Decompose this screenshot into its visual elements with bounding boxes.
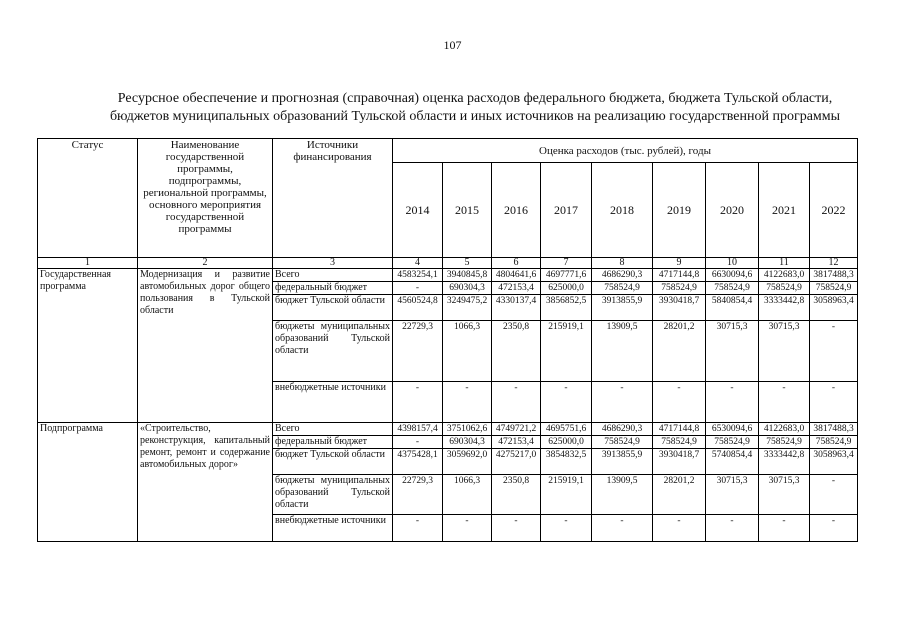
cell-value: 4122683,0 xyxy=(759,269,810,282)
cell-value: 3913855,9 xyxy=(592,449,653,475)
cell-value: 13909,5 xyxy=(592,475,653,515)
column-number: 9 xyxy=(653,258,706,269)
row-source: Всего xyxy=(273,269,393,282)
cell-value: 758524,9 xyxy=(653,282,706,295)
header-estimate: Оценка расходов (тыс. рублей), годы xyxy=(393,139,858,163)
cell-value: 3333442,8 xyxy=(759,295,810,321)
title-line-1: Ресурсное обеспечение и прогнозная (справочная) оценка расходов федерального бюджета, бюджета Тульской области, xyxy=(117,91,833,106)
column-number: 6 xyxy=(492,258,541,269)
cell-value: 3913855,9 xyxy=(592,295,653,321)
cell-value: 2350,8 xyxy=(492,321,541,382)
header-name: Наименование государственной программы, подпрограммы, региональной программы, основного мероприятия государственной программы xyxy=(138,139,273,258)
header-year: 2015 xyxy=(443,163,492,258)
column-number-row xyxy=(38,258,858,269)
page-number: 107 xyxy=(443,38,462,52)
row-status: Подпрограмма xyxy=(38,423,138,542)
cell-value: 4717144,8 xyxy=(653,423,706,436)
cell-value: 3930418,7 xyxy=(653,295,706,321)
cell-value: - xyxy=(393,282,443,295)
cell-value: 3058963,4 xyxy=(810,449,858,475)
cell-value: 215919,1 xyxy=(541,321,592,382)
cell-value: - xyxy=(810,382,858,423)
cell-value: - xyxy=(592,382,653,423)
cell-value: 3930418,7 xyxy=(653,449,706,475)
cell-value: 4583254,1 xyxy=(393,269,443,282)
cell-value: 30715,3 xyxy=(706,321,759,382)
cell-value: 625000,0 xyxy=(541,436,592,449)
cell-value: 6530094,6 xyxy=(706,423,759,436)
row-source: бюджеты муниципальных образований Тульской области xyxy=(273,321,393,382)
cell-value: - xyxy=(592,515,653,542)
cell-value: 758524,9 xyxy=(706,282,759,295)
cell-value: - xyxy=(393,382,443,423)
column-number: 5 xyxy=(443,258,492,269)
cell-value: 1066,3 xyxy=(443,321,492,382)
cell-value: 22729,3 xyxy=(393,475,443,515)
cell-value: 3854832,5 xyxy=(541,449,592,475)
row-source: внебюджетные источники xyxy=(273,382,393,423)
row-program-name: «Строительство, реконструкция, капитальный ремонт, ремонт и содержание автомобильных дорог» xyxy=(138,423,273,542)
cell-value: - xyxy=(706,382,759,423)
cell-value: 30715,3 xyxy=(759,321,810,382)
row-source: бюджет Тульской области xyxy=(273,295,393,321)
cell-value: 3249475,2 xyxy=(443,295,492,321)
cell-value: - xyxy=(810,475,858,515)
cell-value: 3751062,6 xyxy=(443,423,492,436)
cell-value: - xyxy=(541,515,592,542)
cell-value: 1066,3 xyxy=(443,475,492,515)
cell-value: 472153,4 xyxy=(492,282,541,295)
cell-value: 4749721,2 xyxy=(492,423,541,436)
cell-value: 3817488,3 xyxy=(810,269,858,282)
cell-value: 5840854,4 xyxy=(706,295,759,321)
cell-value: 215919,1 xyxy=(541,475,592,515)
cell-value: - xyxy=(759,515,810,542)
header-sources: Источники финансирования xyxy=(273,139,393,258)
row-program-name: Модернизация и развитие автомобильных дорог общего пользования в Тульской области xyxy=(138,269,273,423)
cell-value: 4695751,6 xyxy=(541,423,592,436)
cell-value: 3058963,4 xyxy=(810,295,858,321)
cell-value: - xyxy=(759,382,810,423)
cell-value: 4686290,3 xyxy=(592,423,653,436)
row-source: федеральный бюджет xyxy=(273,282,393,295)
title-line-2: бюджетов муниципальных образований Тульской области и иных источников на реализацию государственной программы xyxy=(109,109,841,124)
cell-value: - xyxy=(492,515,541,542)
row-source: федеральный бюджет xyxy=(273,436,393,449)
header-year: 2017 xyxy=(541,163,592,258)
cell-value: 758524,9 xyxy=(810,436,858,449)
cell-value: - xyxy=(706,515,759,542)
table-row xyxy=(38,269,858,282)
cell-value: 4686290,3 xyxy=(592,269,653,282)
row-source: внебюджетные источники xyxy=(273,515,393,542)
cell-value: 758524,9 xyxy=(810,282,858,295)
row-source: бюджет Тульской области xyxy=(273,449,393,475)
cell-value: 4375428,1 xyxy=(393,449,443,475)
cell-value: 13909,5 xyxy=(592,321,653,382)
cell-value: 22729,3 xyxy=(393,321,443,382)
cell-value: 6630094,6 xyxy=(706,269,759,282)
cell-value: 2350,8 xyxy=(492,475,541,515)
header-year: 2021 xyxy=(759,163,810,258)
cell-value: 30715,3 xyxy=(759,475,810,515)
cell-value: 625000,0 xyxy=(541,282,592,295)
column-number: 8 xyxy=(592,258,653,269)
cell-value: 758524,9 xyxy=(759,282,810,295)
cell-value: - xyxy=(653,382,706,423)
cell-value: 3856852,5 xyxy=(541,295,592,321)
column-number: 11 xyxy=(759,258,810,269)
header-year: 2022 xyxy=(810,163,858,258)
column-number: 2 xyxy=(138,258,273,269)
column-number: 12 xyxy=(810,258,858,269)
cell-value: - xyxy=(443,382,492,423)
cell-value: 4697771,6 xyxy=(541,269,592,282)
header-year: 2020 xyxy=(706,163,759,258)
resource-table xyxy=(37,138,858,542)
cell-value: 4560524,8 xyxy=(393,295,443,321)
cell-value: - xyxy=(393,436,443,449)
cell-value: - xyxy=(492,382,541,423)
cell-value: 28201,2 xyxy=(653,475,706,515)
cell-value: 472153,4 xyxy=(492,436,541,449)
row-status: Государственная программа xyxy=(38,269,138,423)
cell-value: 5740854,4 xyxy=(706,449,759,475)
cell-value: - xyxy=(393,515,443,542)
cell-value: 758524,9 xyxy=(653,436,706,449)
cell-value: - xyxy=(810,321,858,382)
header-year: 2018 xyxy=(592,163,653,258)
cell-value: 4717144,8 xyxy=(653,269,706,282)
column-number: 7 xyxy=(541,258,592,269)
header-status: Статус xyxy=(38,139,138,258)
table-row xyxy=(38,423,858,436)
column-number: 4 xyxy=(393,258,443,269)
cell-value: 4275217,0 xyxy=(492,449,541,475)
cell-value: 4398157,4 xyxy=(393,423,443,436)
cell-value: 3940845,8 xyxy=(443,269,492,282)
cell-value: 4122683,0 xyxy=(759,423,810,436)
cell-value: 28201,2 xyxy=(653,321,706,382)
cell-value: 3333442,8 xyxy=(759,449,810,475)
cell-value: 30715,3 xyxy=(706,475,759,515)
cell-value: 4804641,6 xyxy=(492,269,541,282)
cell-value: 690304,3 xyxy=(443,436,492,449)
header-year: 2019 xyxy=(653,163,706,258)
header-year: 2016 xyxy=(492,163,541,258)
column-number: 1 xyxy=(38,258,138,269)
column-number: 10 xyxy=(706,258,759,269)
row-source: Всего xyxy=(273,423,393,436)
document-title xyxy=(60,90,890,126)
cell-value: 3817488,3 xyxy=(810,423,858,436)
column-number: 3 xyxy=(273,258,393,269)
cell-value: 4330137,4 xyxy=(492,295,541,321)
cell-value: - xyxy=(541,382,592,423)
cell-value: - xyxy=(443,515,492,542)
cell-value: 690304,3 xyxy=(443,282,492,295)
cell-value: - xyxy=(653,515,706,542)
cell-value: 758524,9 xyxy=(759,436,810,449)
cell-value: - xyxy=(810,515,858,542)
cell-value: 758524,9 xyxy=(592,282,653,295)
cell-value: 758524,9 xyxy=(592,436,653,449)
cell-value: 758524,9 xyxy=(706,436,759,449)
header-row xyxy=(38,139,858,163)
header-year: 2014 xyxy=(393,163,443,258)
cell-value: 3059692,0 xyxy=(443,449,492,475)
row-source: бюджеты муниципальных образований Тульской области xyxy=(273,475,393,515)
